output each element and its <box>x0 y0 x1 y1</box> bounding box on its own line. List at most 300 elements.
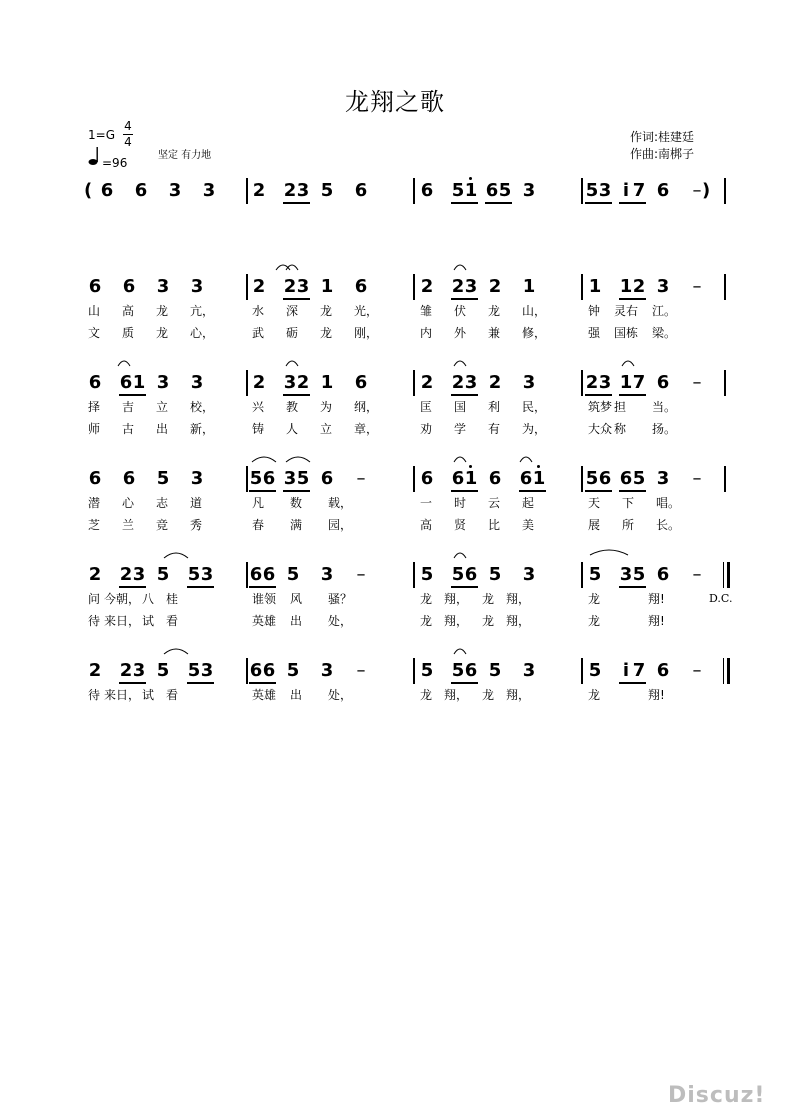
lyric-syllable: 起 <box>522 496 535 510</box>
eighth-underline <box>619 298 646 300</box>
note: 3 <box>283 468 297 489</box>
note: 2 <box>252 180 266 201</box>
note: i <box>622 180 630 201</box>
barline <box>413 274 415 300</box>
note: 3 <box>320 660 334 681</box>
lyric-syllable: 古 <box>122 422 135 436</box>
lyric-syllable: 兼 <box>488 326 501 340</box>
lyric-syllable: 问 <box>88 592 101 606</box>
lyric-syllable: 时 <box>454 496 467 510</box>
lyric-syllable: 民， <box>522 400 547 414</box>
eighth-underline <box>283 298 310 300</box>
note: 6 <box>262 564 276 585</box>
lyric-syllable: 心， <box>190 326 215 340</box>
note: 1 <box>619 276 633 297</box>
eighth-underline <box>119 682 146 684</box>
eighth-underline <box>119 394 146 396</box>
lyric-syllable: 修， <box>522 326 547 340</box>
slur <box>252 457 276 462</box>
eighth-underline <box>283 394 310 396</box>
note: 3 <box>598 372 612 393</box>
note: 2 <box>488 372 502 393</box>
lyric-syllable: 劝 <box>420 422 433 436</box>
eighth-underline <box>119 586 146 588</box>
barline <box>246 466 248 492</box>
lyric-syllable: 今朝， <box>104 592 141 606</box>
note: 3 <box>156 276 170 297</box>
note: 3 <box>296 180 310 201</box>
note: 3 <box>168 180 182 201</box>
lyric-syllable: 龙 <box>488 304 501 318</box>
lyric-syllable: 云 <box>488 496 501 510</box>
note: 3 <box>656 468 670 489</box>
barline <box>246 370 248 396</box>
note: 3 <box>200 564 214 585</box>
lyric-syllable: 亢， <box>190 304 215 318</box>
end-barline <box>724 274 726 300</box>
barline <box>413 370 415 396</box>
note: 2 <box>119 564 133 585</box>
note: 6 <box>122 468 136 489</box>
note: 1 <box>522 276 536 297</box>
note: 7 <box>632 180 646 201</box>
note: 6 <box>656 372 670 393</box>
note: 5 <box>156 564 170 585</box>
lyric-syllable: 所 <box>622 518 635 532</box>
lyric-syllable: 新， <box>190 422 215 436</box>
note: 2 <box>488 276 502 297</box>
lyric-syllable: 光， <box>354 304 379 318</box>
note: 6 <box>354 180 368 201</box>
eighth-underline <box>283 490 310 492</box>
note: 5 <box>498 180 512 201</box>
note: 3 <box>464 276 478 297</box>
lyric-syllable: 龙 <box>482 688 495 702</box>
lyric-syllable: 待 <box>88 614 101 628</box>
final-barline-thick <box>727 562 730 588</box>
lyric-syllable: 为 <box>320 400 333 414</box>
lyric-syllable: 灵右 <box>614 304 639 318</box>
lyric-syllable: 高 <box>420 518 433 532</box>
lyric-syllable: 砺 <box>286 326 299 340</box>
lyric-syllable: 长。 <box>656 518 681 532</box>
lyric-syllable: 园， <box>328 518 353 532</box>
note: 6 <box>656 564 670 585</box>
lyric-syllable: 潜 <box>88 496 101 510</box>
note: 6 <box>119 372 133 393</box>
lyric-syllable: 处， <box>328 614 353 628</box>
lyric-syllable: 师 <box>88 422 101 436</box>
note: 5 <box>632 468 646 489</box>
note: 6 <box>88 468 102 489</box>
lyric-syllable: 翔， <box>444 614 469 628</box>
note: 5 <box>588 660 602 681</box>
eighth-underline <box>451 586 478 588</box>
note: 2 <box>420 276 434 297</box>
barline <box>581 562 583 588</box>
slur <box>286 361 298 366</box>
lyric-syllable: 武 <box>252 326 265 340</box>
lyric-syllable: 利 <box>488 400 501 414</box>
note: 1 <box>320 276 334 297</box>
note: 3 <box>522 180 536 201</box>
lyric-syllable: 出 <box>290 688 303 702</box>
meter-bottom: 4 <box>124 135 132 149</box>
note: 5 <box>451 564 465 585</box>
note: 6 <box>122 276 136 297</box>
lyricist-credit: 作词:桂建廷 <box>630 130 695 144</box>
lyric-syllable: 龙 <box>588 688 601 702</box>
lyric-syllable: 美 <box>522 518 535 532</box>
lyric-syllable: 道 <box>190 496 203 510</box>
lyric-syllable: 水 <box>252 304 265 318</box>
eighth-underline <box>585 394 612 396</box>
dash: – <box>692 372 702 393</box>
lyric-syllable: 山， <box>522 304 547 318</box>
dash: – <box>692 660 702 681</box>
eighth-underline <box>619 394 646 396</box>
slur <box>520 457 532 462</box>
barline <box>246 178 248 204</box>
meter-top: 4 <box>124 119 132 133</box>
lyric-syllable: 扬。 <box>652 422 677 436</box>
barline <box>246 274 248 300</box>
high-octave-dot <box>537 465 540 468</box>
lyric-syllable: 龙 <box>588 592 601 606</box>
note: 2 <box>451 276 465 297</box>
note: 2 <box>252 372 266 393</box>
lyric-syllable: 筑梦 <box>588 400 613 414</box>
lyric-syllable: 强 <box>588 326 601 340</box>
note: 5 <box>488 660 502 681</box>
note: 2 <box>119 660 133 681</box>
lyric-syllable: 风 <box>290 592 303 606</box>
lyric-syllable: 龙 <box>156 304 169 318</box>
composer-credit: 作曲:南梆子 <box>630 147 695 161</box>
dc-mark: D.C. <box>709 592 733 605</box>
lyric-syllable: 龙 <box>482 614 495 628</box>
lyric-syllable: 当。 <box>652 400 677 414</box>
slur <box>286 265 298 270</box>
lyric-syllable: 铸 <box>252 422 265 436</box>
lyric-syllable: 纲， <box>354 400 379 414</box>
lyric-syllable: 看 <box>166 614 179 628</box>
note: 6 <box>464 660 478 681</box>
note: 7 <box>632 372 646 393</box>
note: 3 <box>200 660 214 681</box>
note: 5 <box>320 180 334 201</box>
lyric-syllable: 芝 <box>88 518 101 532</box>
slur <box>118 361 130 366</box>
note: 2 <box>88 564 102 585</box>
lyric-syllable: 待 <box>88 688 101 702</box>
note: 5 <box>451 180 465 201</box>
note: 6 <box>249 564 263 585</box>
lyric-syllable: 内 <box>420 326 433 340</box>
note: 2 <box>585 372 599 393</box>
note: i <box>622 660 630 681</box>
note: 1 <box>132 372 146 393</box>
slur <box>590 550 628 555</box>
slur <box>622 361 634 366</box>
note: 3 <box>202 180 216 201</box>
note: 3 <box>522 660 536 681</box>
lyric-syllable: 来日， <box>104 614 141 628</box>
lyric-syllable: 龙 <box>588 614 601 628</box>
close-paren: ) <box>702 180 711 201</box>
lyric-syllable: 国栋 <box>614 326 639 340</box>
note: 5 <box>420 564 434 585</box>
end-barline <box>724 466 726 492</box>
lyric-syllable: 钟 <box>588 304 601 318</box>
eighth-underline <box>485 202 512 204</box>
barline <box>581 466 583 492</box>
lyric-syllable: 吉 <box>122 400 135 414</box>
lyric-syllable: 择 <box>88 400 101 414</box>
dash: – <box>692 564 702 585</box>
note: 6 <box>320 468 334 489</box>
lyric-syllable: 桂 <box>166 592 179 606</box>
note: 3 <box>619 564 633 585</box>
note: 5 <box>249 468 263 489</box>
lyric-syllable: 翔! <box>648 592 665 606</box>
lyric-syllable: 翔， <box>444 592 469 606</box>
lyric-syllable: 贤 <box>454 518 467 532</box>
note: 6 <box>420 468 434 489</box>
note: 3 <box>190 468 204 489</box>
high-octave-dot <box>469 465 472 468</box>
lyric-syllable: 兰 <box>122 518 135 532</box>
lyric-syllable: 凡 <box>252 496 265 510</box>
lyric-syllable: 春 <box>252 518 265 532</box>
note: 5 <box>588 564 602 585</box>
lyric-syllable: 一 <box>420 496 433 510</box>
lyric-syllable: 深 <box>286 304 299 318</box>
watermark: Discuz! <box>668 1083 766 1108</box>
eighth-underline <box>249 682 276 684</box>
lyric-syllable: 出 <box>290 614 303 628</box>
page-title: 龙翔之歌 <box>345 88 445 116</box>
lyric-syllable: 章， <box>354 422 379 436</box>
lyric-syllable: 唱。 <box>656 496 681 510</box>
note: 2 <box>283 276 297 297</box>
high-octave-dot <box>469 177 472 180</box>
eighth-underline <box>451 394 478 396</box>
barline <box>413 562 415 588</box>
note: 3 <box>464 372 478 393</box>
lyric-syllable: 外 <box>454 326 467 340</box>
lyric-syllable: 来日， <box>104 688 141 702</box>
lyric-syllable: 展 <box>588 518 601 532</box>
lyric-syllable: 英雄 <box>252 614 277 628</box>
lyric-syllable: 心 <box>122 496 135 510</box>
lyric-syllable: 天 <box>588 496 601 510</box>
note: 5 <box>286 660 300 681</box>
note: 5 <box>286 564 300 585</box>
note: 3 <box>296 276 310 297</box>
barline <box>581 370 583 396</box>
note: 6 <box>354 372 368 393</box>
lyric-syllable: 龙 <box>320 326 333 340</box>
barline <box>581 658 583 684</box>
lyric-syllable: 有 <box>488 422 501 436</box>
final-barline-thin <box>723 562 724 588</box>
note: 3 <box>132 660 146 681</box>
slur <box>276 265 290 270</box>
lyric-syllable: 竞 <box>156 518 169 532</box>
lyric-syllable: 载， <box>328 496 353 510</box>
lyric-syllable: 担 <box>614 400 627 414</box>
note: 1 <box>619 372 633 393</box>
lyric-syllable: 校， <box>190 400 215 414</box>
note: 6 <box>519 468 533 489</box>
lyric-syllable: 试 <box>142 688 155 702</box>
lyric-syllable: 高 <box>122 304 135 318</box>
note: 6 <box>354 276 368 297</box>
barline <box>246 658 248 684</box>
note: 6 <box>100 180 114 201</box>
lyric-syllable: 翔， <box>506 592 531 606</box>
lyric-syllable: 立 <box>156 400 169 414</box>
note: 6 <box>656 660 670 681</box>
final-barline-thick <box>727 658 730 684</box>
note: 6 <box>485 180 499 201</box>
lyric-syllable: 学 <box>454 422 467 436</box>
lyric-syllable: 翔， <box>506 688 531 702</box>
note: 6 <box>262 660 276 681</box>
lyric-syllable: 国 <box>454 400 467 414</box>
lyric-syllable: 出 <box>156 422 169 436</box>
lyric-syllable: 兴 <box>252 400 265 414</box>
quarter-note-icon <box>88 146 102 166</box>
lyric-syllable: 刚， <box>354 326 379 340</box>
eighth-underline <box>619 202 646 204</box>
lyric-syllable: 八 <box>142 592 155 606</box>
note: 3 <box>522 372 536 393</box>
eighth-underline <box>451 682 478 684</box>
lyric-syllable: 为， <box>522 422 547 436</box>
dash: – <box>692 276 702 297</box>
barline <box>246 562 248 588</box>
expression-marking: 坚定 有力地 <box>158 150 212 161</box>
eighth-underline <box>619 586 646 588</box>
note: 6 <box>88 372 102 393</box>
note: 5 <box>632 564 646 585</box>
note: 3 <box>132 564 146 585</box>
note: 5 <box>187 564 201 585</box>
slur <box>454 457 466 462</box>
slur <box>454 649 466 654</box>
eighth-underline <box>187 586 214 588</box>
time-signature <box>122 120 134 149</box>
barline <box>581 274 583 300</box>
lyric-syllable: 下 <box>622 496 635 510</box>
note: 1 <box>588 276 602 297</box>
note: 5 <box>451 660 465 681</box>
lyric-syllable: 翔! <box>648 688 665 702</box>
note: 6 <box>488 468 502 489</box>
end-barline <box>724 370 726 396</box>
key-signature: 1=G <box>88 128 115 142</box>
note: 1 <box>464 180 478 201</box>
note: 3 <box>320 564 334 585</box>
eighth-underline <box>585 490 612 492</box>
note: 5 <box>156 468 170 489</box>
lyric-syllable: 雏 <box>420 304 433 318</box>
slur <box>454 265 466 270</box>
lyric-syllable: 翔， <box>506 614 531 628</box>
end-barline <box>724 178 726 204</box>
note: 6 <box>464 564 478 585</box>
dash: – <box>692 180 702 201</box>
note: 2 <box>88 660 102 681</box>
note: 2 <box>252 276 266 297</box>
lyric-syllable: 翔! <box>648 614 665 628</box>
note: 7 <box>632 660 646 681</box>
barline <box>413 178 415 204</box>
eighth-underline <box>283 202 310 204</box>
lyric-syllable: 龙 <box>320 304 333 318</box>
eighth-underline <box>249 490 276 492</box>
final-barline-thin <box>723 658 724 684</box>
dash: – <box>356 468 366 489</box>
eighth-underline <box>585 202 612 204</box>
tempo-marking: =96 <box>102 156 128 170</box>
eighth-underline <box>619 682 646 684</box>
note: 6 <box>420 180 434 201</box>
note: 6 <box>598 468 612 489</box>
lyric-syllable: 人 <box>286 422 299 436</box>
lyric-syllable: 翔， <box>444 688 469 702</box>
eighth-underline <box>451 490 478 492</box>
lyric-syllable: 秀 <box>190 518 203 532</box>
note: 1 <box>464 468 478 489</box>
barline <box>413 466 415 492</box>
note: 1 <box>532 468 546 489</box>
dash: – <box>692 468 702 489</box>
note: 6 <box>262 468 276 489</box>
lyric-syllable: 龙 <box>420 592 433 606</box>
note: 5 <box>156 660 170 681</box>
note: 3 <box>522 564 536 585</box>
note: 6 <box>88 276 102 297</box>
lyric-syllable: 数 <box>290 496 303 510</box>
eighth-underline <box>187 682 214 684</box>
note: 6 <box>134 180 148 201</box>
lyric-syllable: 比 <box>488 518 501 532</box>
lyric-syllable: 试 <box>142 614 155 628</box>
note: 3 <box>190 276 204 297</box>
note: 6 <box>249 660 263 681</box>
eighth-underline <box>451 298 478 300</box>
lyric-syllable: 质 <box>122 326 135 340</box>
lyric-syllable: 满 <box>290 518 303 532</box>
note: 5 <box>585 468 599 489</box>
slur <box>164 553 188 558</box>
barline <box>413 658 415 684</box>
lyric-syllable: 山 <box>88 304 101 318</box>
note: 3 <box>190 372 204 393</box>
slur <box>286 457 310 462</box>
note: 2 <box>451 372 465 393</box>
lyric-syllable: 教 <box>286 400 299 414</box>
lyric-syllable: 龙 <box>156 326 169 340</box>
note: 5 <box>187 660 201 681</box>
slur <box>164 649 188 654</box>
open-paren: ( <box>84 180 93 201</box>
note: 3 <box>656 276 670 297</box>
dash: – <box>356 660 366 681</box>
